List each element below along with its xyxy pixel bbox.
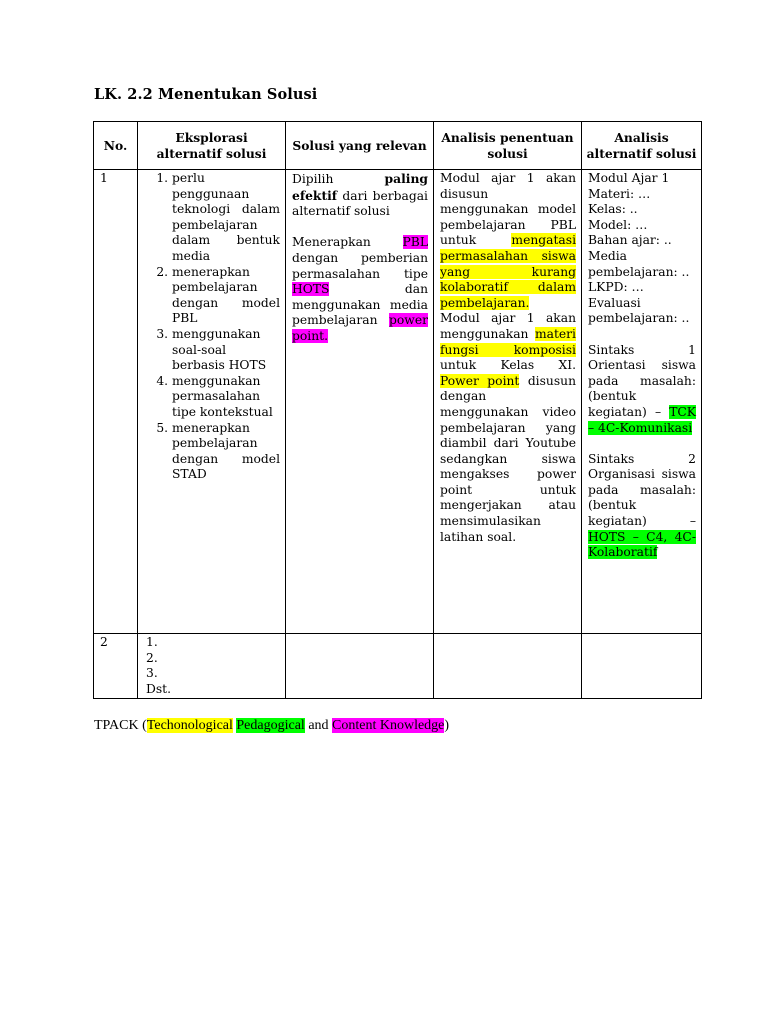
list-item: 1. — [146, 635, 158, 649]
table-row — [94, 634, 702, 699]
eksplorasi-cell — [138, 170, 286, 634]
alt-line: Model: … — [588, 217, 648, 232]
sintaks-2 — [588, 452, 696, 561]
row-number: 2 — [94, 634, 138, 699]
list-item: 1. perlu penggunaan teknologi dalam pembelajaran dalam bentuk media — [172, 171, 280, 265]
text-span: Menerapkan — [292, 235, 403, 250]
header-eksplorasi: Eksplorasi alternatif solusi — [138, 122, 286, 170]
header-no: No. — [94, 122, 138, 170]
text-span: Sintaks 2 Organisasi siswa pada masalah: (bentuk kegiatan) – — [588, 451, 696, 529]
list-item: 3. menggunakan soal-soal berbasis HOTS — [172, 327, 280, 374]
text-span: dengan pemberian permasalahan tipe — [292, 250, 428, 281]
alt-line: Evaluasi pembelajaran: .. — [588, 295, 690, 326]
highlight-content: HOTS — [292, 282, 330, 297]
text-span: Modul ajar 1 akan disusun menggunakan model pembelajaran PBL untuk — [440, 171, 576, 248]
header-solusi: Solusi yang relevan — [286, 122, 434, 170]
list-item: 3. — [146, 666, 158, 681]
text-span: and — [304, 718, 333, 733]
header-analisis-penentuan: Analisis penentuan solusi — [434, 122, 582, 170]
alt-line: Modul Ajar 1 — [588, 171, 670, 185]
page-title: LK. 2.2 Menentukan Solusi — [94, 86, 318, 103]
row-number: 1 — [94, 170, 138, 634]
alt-line: Bahan ajar: .. — [588, 233, 672, 248]
list-item: 4. menggunakan permasalahan tipe kontekstual — [172, 374, 280, 421]
tpack-caption — [94, 718, 449, 734]
highlight-content: materi fungsi komposisi — [440, 326, 576, 357]
header-analisis-alternatif: Analisis alternatif solusi — [582, 122, 702, 170]
text-span: dari berbagai alternatif solusi — [292, 188, 428, 219]
analisis-paragraph-2 — [440, 311, 576, 545]
highlight-technology: Power point — [440, 373, 520, 388]
list-item: 2. menerapkan pembelajaran dengan model PBL — [172, 265, 280, 327]
text-span: dan menggunakan media pembelajaran — [292, 282, 428, 328]
highlight-content: power point. — [292, 313, 428, 343]
alt-line: Materi: … — [588, 186, 651, 201]
analisis-cell — [434, 634, 582, 699]
list-item: Dst. — [146, 681, 172, 696]
text-span: Modul ajar 1 akan menggunakan — [440, 311, 576, 341]
tpack-content-knowledge: Content Knowledge — [332, 718, 445, 733]
highlight-green: HOTS – C4, 4C-Kolaboratif — [588, 529, 696, 560]
list-item: 5. menerapkan pembelajaran dengan model STAD — [172, 421, 280, 483]
solusi-paragraph-1 — [292, 171, 428, 220]
text-span: untuk Kelas XI. — [440, 358, 576, 373]
alt-line: LKPD: … — [588, 280, 644, 295]
highlight-pedagogical: mengatasi permasalahan siswa yang kurang kolaboratif dalam pembelajaran. — [440, 233, 576, 310]
text-span: ) — [444, 718, 450, 733]
text-span: Dipilih — [292, 172, 385, 186]
tpack-technological: Techonological — [146, 718, 233, 733]
analisis-paragraph-1 — [440, 171, 576, 311]
tpack-pedagogical: Pedagogical — [236, 718, 305, 733]
eksplorasi-list — [144, 171, 280, 483]
analisis-cell — [434, 170, 582, 634]
highlight-green: TCK – 4C-Komunikasi — [588, 404, 696, 435]
solusi-cell — [286, 170, 434, 634]
text-span: TPACK ( — [94, 718, 147, 733]
eksplorasi-cell — [138, 634, 286, 699]
list-item: 2. — [146, 650, 158, 665]
solusi-paragraph-2 — [292, 235, 428, 344]
table-row — [94, 170, 702, 634]
highlight-content: PBL — [402, 235, 428, 250]
sintaks-1 — [588, 343, 696, 437]
solution-table — [93, 121, 702, 699]
alt-line: Media pembelajaran: .. — [588, 248, 690, 279]
text-span: disusun dengan menggunakan video pembelajaran yang diambil dari Youtube sedangkan siswa mengakses power point untuk mengerjakan atau mensimulasikan latihan soal. — [440, 373, 576, 544]
table-header-row — [94, 122, 702, 170]
solusi-cell — [286, 634, 434, 699]
bold-text: paling efektif — [292, 171, 428, 203]
text-span: Sintaks 1 Orientasi siswa pada masalah: (bentuk kegiatan) – — [588, 342, 696, 419]
alternatif-cell — [582, 634, 702, 699]
alt-line: Kelas: .. — [588, 202, 638, 217]
alternatif-cell — [582, 170, 702, 634]
